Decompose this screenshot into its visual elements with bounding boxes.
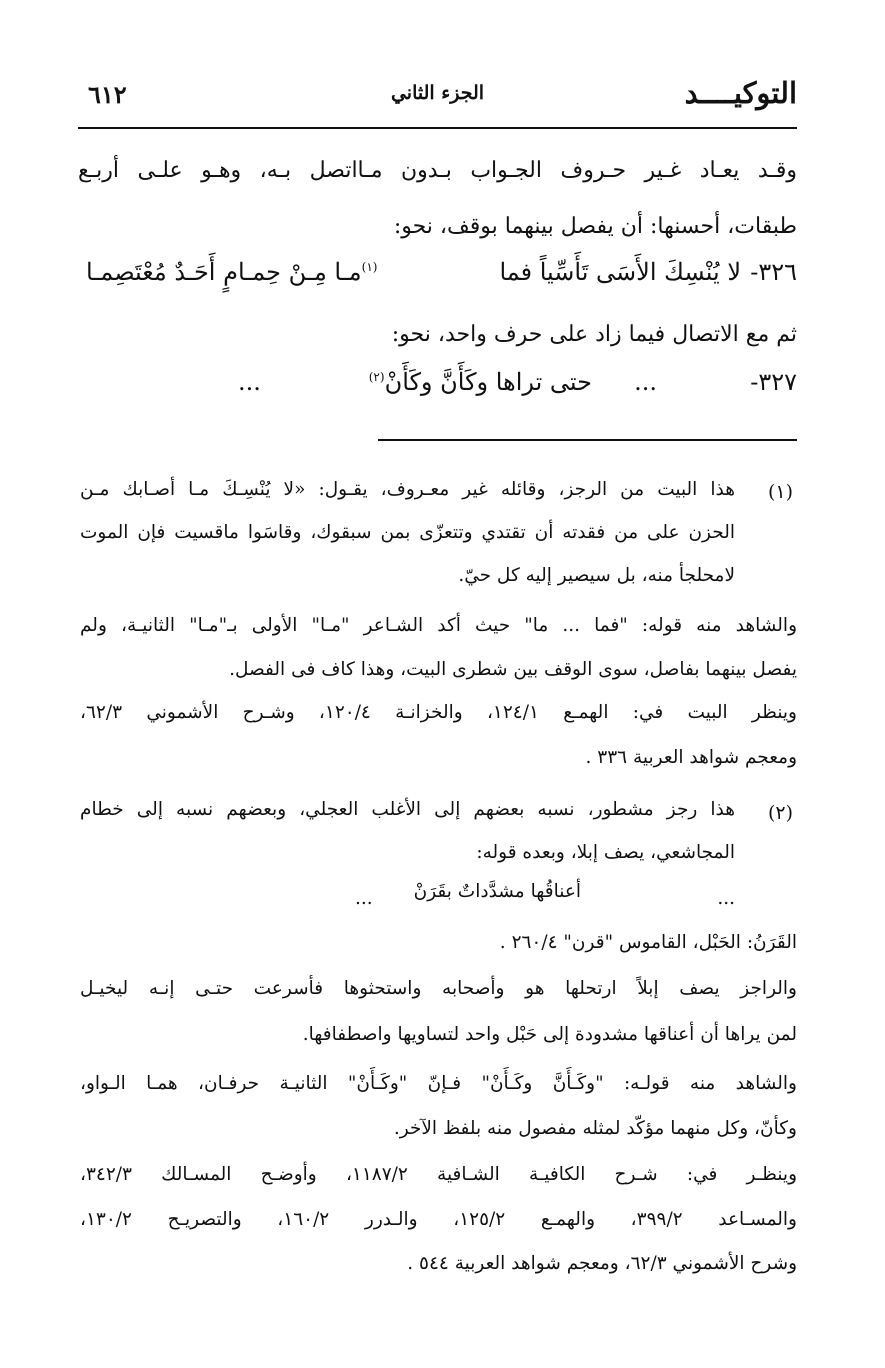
footnote-line: يفصل بينهما بفاصل، سوى الوقف بين شطرى البيت، وهذا كاف فى الفصل. — [229, 659, 797, 680]
chapter-title: التوكيــــد — [684, 76, 797, 110]
footnote-line: الحزن على من فقدته أن تقتدي وتتعزّى بمن سبقوك، وقاسَوا ماقسيت فإن الموت — [80, 522, 735, 543]
verse-text: حتى تراها وكَأَنَّ وكَأَنْ$^{(٢)}$ — [368, 368, 592, 396]
footnote-line: لمن يراها أن أعناقها مشدودة إلى حَبْل واحد لتساويها واصطفافها. — [302, 1024, 797, 1045]
verse-hemistich-2: $^{(١)}$مـا مِـنْ حِمـامٍ أَحَـدٌ مُعْتَصِمـا — [86, 258, 378, 286]
verse-dots: ... — [717, 888, 735, 909]
footnote-line: هذا رجز مشطور، نسبه بعضهم إلى الأغلب العجلي، وبعضهم نسبه إلى خطام — [80, 799, 735, 820]
footnote-line: وينظر البيت في: الهمـع ١٢٤/١، والخزانـة ١٢٠/٤، وشـرح الأشموني ٦٢/٣، — [80, 702, 797, 723]
verse-dots: ... — [634, 368, 657, 396]
verse-dots: ... — [238, 368, 261, 396]
body-line-3: ثم مع الاتصال فيما زاد على حرف واحد، نحو: — [391, 322, 797, 347]
verse-dots: ... — [355, 888, 373, 909]
footnote-line: لامحلجأ منه، بل سيصير إليه كل حيّ. — [458, 565, 735, 586]
body-line-2: طبقات، أحسنها: أن يفصل بينهما بوقف، نحو: — [393, 214, 797, 239]
verse-hemistich-1: لا يُنْسِكَ الأَسَى تَأَسِّياً فما — [499, 258, 741, 286]
footnote-line: والشاهد منه قولـه: "وكَـأَنَّ وكَـأَنْ" فـإنّ "وكَـأَنْ" الثانيـة حرفـان، همـا الـواو، — [80, 1073, 797, 1094]
footnote-line: هذا البيت من الرجز، وقائله غير معـروف، يقـول: «لا يُنْسِـكَ مـا أصـابك مـن — [80, 479, 735, 500]
footnote-line: المجاشعي، يصف إبلا، وبعده قوله: — [476, 842, 735, 863]
body-line-1: وقـد يعـاد غـير حـروف الجـواب بـدون مـااتصل بـه، وهـو علـى أربـع — [78, 158, 797, 183]
footnote-line: والشاهد منه قوله: "فما ... ما" حيث أكد الشـاعر "مـا" الأولى بـ"مـا" الثانيـة، ولم — [80, 615, 797, 636]
footnote-line: القَرَنُ: الحَبْل، القاموس "قرن" ٢٦٠/٤ . — [499, 932, 797, 953]
footnote-mark: (٢) — [767, 802, 793, 824]
verse-number: ٣٢٧- — [750, 368, 797, 396]
verse-text: أعناقُها مشدَّداتٌ بقَرَنْ — [413, 881, 581, 902]
footnote-line: وكأنّ، وكل منهما مؤكّد لمثله مفصول منه بلفظ الآخر. — [393, 1118, 797, 1139]
footnote-ref: (١) — [361, 260, 378, 274]
footnote-line: وينظـر في: شـرح الكافيـة الشـافية ١١٨٧/٢، وأوضـح المسـالك ٣٤٢/٣، — [80, 1164, 798, 1185]
header-rule — [78, 127, 797, 129]
running-header — [78, 76, 797, 116]
footnote-separator — [378, 439, 797, 441]
footnote-line: والمسـاعد ٣٩٩/٢، والهمـع ١٢٥/٢، والـدرر ١٦٠/٢، والتصريـح ١٣٠/٢، — [80, 1209, 797, 1230]
footnote-line: وشرح الأشموني ٦٢/٣، ومعجم شواهد العربية ٥٤٤ . — [407, 1253, 797, 1274]
verse-number: ٣٢٦- — [750, 258, 797, 286]
footnote-line: والراجز يصف إبلاً ارتحلها هو وأصحابه واستحثوها فأسرعت حتـى إنـه ليخيـل — [80, 978, 797, 999]
footnote-line: ومعجم شواهد العربية ٣٣٦ . — [585, 747, 797, 768]
footnote-mark: (١) — [767, 481, 793, 503]
footnote-ref: (٢) — [368, 370, 385, 384]
part-label: الجزء الثاني — [390, 82, 485, 104]
page-number: ٦١٢ — [88, 80, 127, 109]
